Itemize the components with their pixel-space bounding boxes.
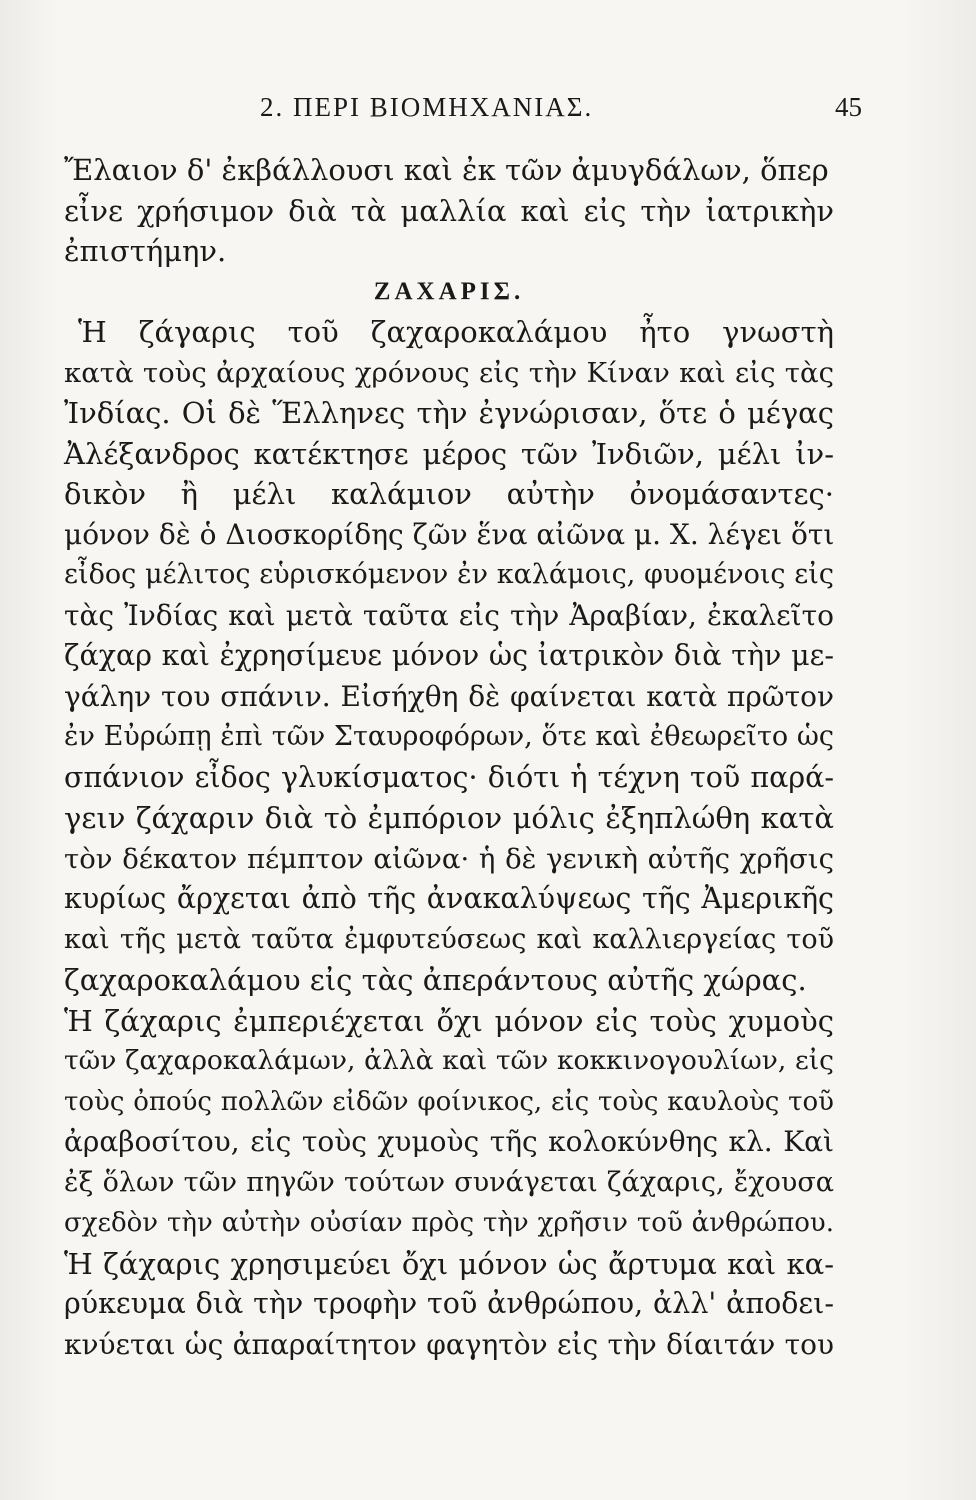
text-line: Ἡ ζάγαρις τοῦ ζαχαροκαλάμου ἦτο γνωστὴ [78,315,834,349]
text-line: μόνον δὲ ὁ Διοσκορίδης ζῶν ἕνα αἰῶνα μ. Χ. λέγει ὅτι [64,517,835,551]
text-line: καὶ τῆς μετὰ ταῦτα ἐμφυτεύσεως καὶ καλλιεργείας τοῦ [64,923,834,955]
text-line: Ἀλέξανδρος κατέκτησε μέρος τῶν Ἰνδιῶν, μέλι ἰν- [64,436,834,471]
text-line: Ἡ ζάχαρις ἐμπεριέχεται ὄχι μόνον εἰς τοὺς χυμοὺς [64,1003,834,1038]
text-line: ρύκευμα διὰ τὴν τροφὴν τοῦ ἀνθρώπου, ἀλλ' ἀποδει- [64,1287,834,1320]
text-line: σχεδὸν τὴν αὐτὴν οὐσίαν πρὸς τὴν χρῆσιν τοῦ ἀνθρώπου. [64,1208,834,1238]
text-line: ἐξ ὅλων τῶν πηγῶν τούτων συνάγεται ζάχαρις, ἔχουσα [64,1166,834,1198]
text-line: τὰς Ἰνδίας καὶ μετὰ ταῦτα εἰς τὴν Ἀραβίαν, ἐκαλεῖτο [64,598,834,632]
text-line: γάλην του σπάνιν. Εἰσήχθη δὲ φαίνεται κατὰ πρῶτον [64,679,834,713]
text-line: ζάχαρ καὶ ἐχρησίμευε μόνον ὡς ἰατρικὸν διὰ τὴν με- [64,639,834,672]
text-line: δικὸν ἢ μέλι καλάμιον αὐτὴν ὀνομάσαντες· [64,477,834,511]
text-line: ἐπιστήμην. [64,234,227,268]
text-line: Ἔλαιον δ' ἐκβάλλουσι καὶ ἐκ τῶν ἀμυγδάλων, ὅπερ [64,153,829,187]
text-line: ζαχαροκαλάμου εἰς τὰς ἀπεράντους αὐτῆς χώρας. [64,963,807,997]
text-line: τῶν ζαχαροκαλάμων, ἀλλὰ καὶ τῶν κοκκινογουλίων, εἰς [64,1045,834,1076]
text-line: εἶνε χρήσιμον διὰ τὰ μαλλία καὶ εἰς τὴν ἰατρικὴν [64,193,834,228]
text-line: τοὺς ὀπούς πολλῶν εἰδῶν φοίνικος, εἰς τοὺς καυλοὺς τοῦ [64,1086,834,1117]
page-number: 45 [835,92,862,122]
text-line: κνύεται ὡς ἀπαραίτητον φαγητὸν εἰς τὴν δίαιτάν του [64,1327,834,1361]
text-line: κατὰ τοὺς ἀρχαίους χρόνους εἰς τὴν Κίναν καὶ εἰς τὰς [64,356,834,389]
text-line: Ἡ ζάχαρις χρησιμεύει ὄχι μόνον ὡς ἄρτυμα καὶ κα- [64,1246,834,1281]
page-header [70,92,862,132]
text-line: σπάνιον εἶδος γλυκίσματος· διότι ἡ τέχνη τοῦ παρά- [64,760,834,794]
text-line: τὸν δέκατον πέμπτον αἰῶνα· ἡ δὲ γενικὴ αὐτῆς χρῆσις [64,842,834,875]
text-line: Ἰνδίας. Οἱ δὲ Ἕλληνες τὴν ἐγνώρισαν, ὅτε ὁ μέγας [64,396,834,430]
text-line: γειν ζάχαριν διὰ τὸ ἐμπόριον μόλις ἐξηπλώθη κατὰ [64,801,834,835]
text-line: ἀραβοσίτου, εἰς τοὺς χυμοὺς τῆς κολοκύνθης κλ. Καὶ [64,1125,834,1158]
running-title: 2. ΠΕΡΙ ΒΙΟΜΗΧΑΝΙΑΣ. [260,92,594,122]
body-text [64,150,834,1365]
section-heading: ΖΑΧΑΡΙΣ. [373,277,525,305]
text-line: εἶδος μέλιτος εὑρισκόμενον ἐν καλάμοις, φυομένοις εἰς [64,559,834,590]
text-line: ἐν Εὐρώπῃ ἐπὶ τῶν Σταυροφόρων, ὅτε καὶ ἐθεωρεῖτο ὡς [64,721,834,752]
text-line: κυρίως ἄρχεται ἀπὸ τῆς ἀνακαλύψεως τῆς Ἀμερικῆς [64,882,834,915]
